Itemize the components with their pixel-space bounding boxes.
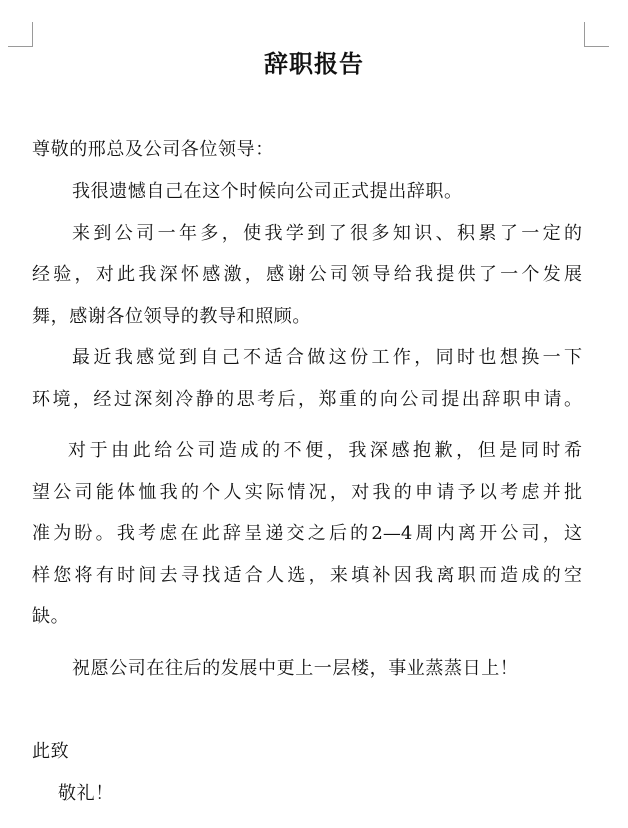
paragraph-4-line-2: 望公司能体恤我的个人实际情况，对我的申请予以考虑并批 [32, 482, 582, 503]
document-title: 辞职报告 [264, 49, 364, 78]
regards: 敬礼！ [58, 783, 114, 804]
paragraph-2-line-1: 来到公司一年多，使我学到了很多知识、积累了一定的 [72, 223, 582, 244]
paragraph-3-line-1: 最近我感觉到自己不适合做这份工作，同时也想换一下 [72, 347, 582, 368]
page-corner-mark-top-right [584, 22, 609, 47]
paragraph-2-line-2: 经验，对此我深怀感激，感谢公司领导给我提供了一个发展 [32, 264, 582, 285]
salutation: 尊敬的邢总及公司各位领导： [32, 139, 274, 160]
paragraph-5-line-1: 祝愿公司在往后的发展中更上一层楼，事业蒸蒸日上！ [72, 658, 519, 679]
paragraph-4-line-5: 缺。 [32, 606, 70, 627]
paragraph-4-line-1: 对于由此给公司造成的不便，我深感抱歉，但是同时希 [68, 440, 582, 461]
paragraph-3-line-2: 环境，经过深刻冷静的思考后，郑重的向公司提出辞职申请。 [32, 389, 582, 410]
paragraph-4-line-4: 样您将有时间去寻找适合人选，来填补因我离职而造成的空 [32, 565, 582, 586]
paragraph-2-line-3: 舞，感谢各位领导的教导和照顾。 [32, 306, 311, 327]
page-corner-mark-top-left [8, 22, 33, 47]
closing: 此致 [32, 741, 70, 762]
paragraph-4-line-3: 准为盼。我考虑在此辞呈递交之后的2—4周内离开公司，这 [32, 523, 582, 544]
paragraph-1-line-1: 我很遗憾自己在这个时候向公司正式提出辞职。 [72, 181, 463, 202]
